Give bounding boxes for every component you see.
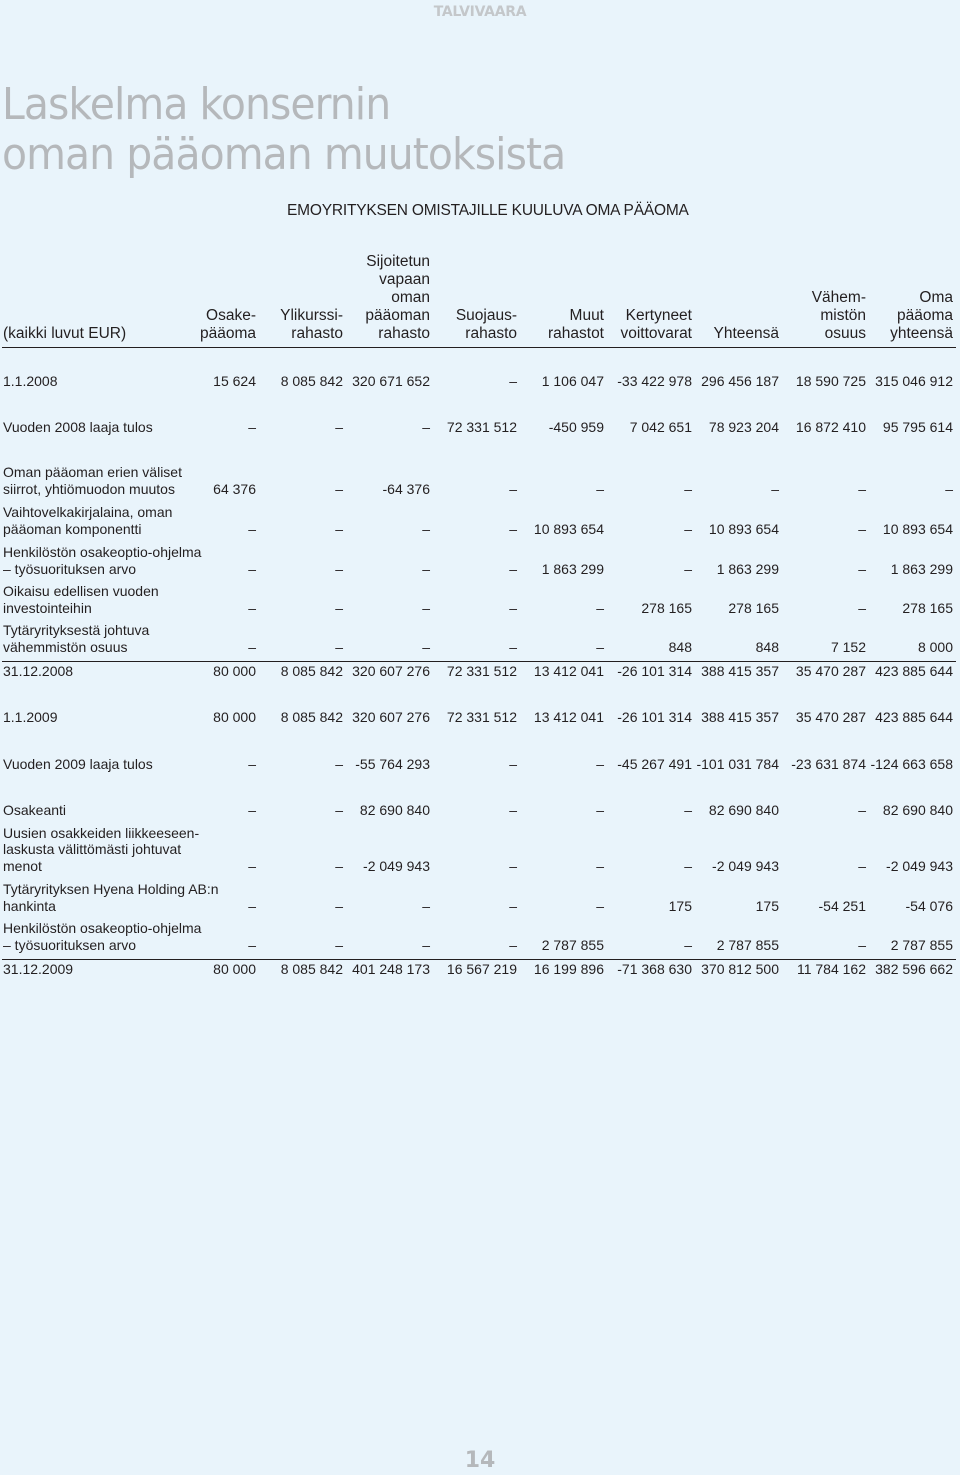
table-cell: -2 049 943 bbox=[363, 857, 430, 874]
table-cell: 848 bbox=[668, 638, 692, 655]
table-cell: – bbox=[248, 638, 256, 655]
table-cell: 2 787 855 bbox=[541, 936, 604, 953]
table-cell: 64 376 bbox=[213, 480, 256, 497]
table-cell: 72 331 512 bbox=[446, 418, 517, 435]
group-header: EMOYRITYKSEN OMISTAJILLE KUULUVA OMA PÄÄOMA bbox=[287, 202, 689, 219]
table-cell: – bbox=[596, 801, 604, 818]
table-cell: 1 863 299 bbox=[890, 560, 953, 577]
table-cell: 13 412 041 bbox=[533, 662, 604, 679]
table-cell: 8 085 842 bbox=[280, 372, 343, 389]
column-header: Kertyneet voittovarat bbox=[620, 307, 692, 342]
table-cell: – bbox=[684, 560, 692, 577]
table-cell: – bbox=[248, 857, 256, 874]
table-cell: – bbox=[248, 936, 256, 953]
table-cell: – bbox=[248, 599, 256, 616]
table-cell: 82 690 840 bbox=[882, 801, 953, 818]
row-label: Henkilöstön osakeoptio-ohjelma – työsuorituksen arvo bbox=[3, 544, 202, 577]
table-cell: – bbox=[422, 936, 430, 953]
table-cell: – bbox=[335, 755, 343, 772]
table-cell: -45 267 491 bbox=[617, 755, 692, 772]
table-cell: 35 470 287 bbox=[795, 662, 866, 679]
table-cell: 278 165 bbox=[902, 599, 953, 616]
table-cell: -71 368 630 bbox=[617, 960, 692, 977]
table-cell: – bbox=[684, 801, 692, 818]
row-label: Henkilöstön osakeoptio-ohjelma – työsuorituksen arvo bbox=[3, 920, 202, 953]
table-cell: – bbox=[509, 372, 517, 389]
table-cell: – bbox=[771, 480, 779, 497]
unit-label: (kaikki luvut EUR) bbox=[3, 325, 127, 342]
table-cell: -55 764 293 bbox=[355, 755, 430, 772]
row-label: 1.1.2009 bbox=[3, 708, 58, 725]
column-header: Suojaus- rahasto bbox=[455, 307, 517, 342]
table-cell: – bbox=[335, 560, 343, 577]
brand-logo: TALVIVAARA bbox=[433, 4, 527, 20]
row-label: Tytäryrityksen Hyena Holding AB:n hankinta bbox=[3, 881, 219, 914]
row-label: Tytäryrityksestä johtuva vähemmistön osuus bbox=[3, 622, 150, 655]
table-cell: – bbox=[858, 936, 866, 953]
table-cell: – bbox=[684, 857, 692, 874]
table-cell: – bbox=[509, 755, 517, 772]
table-cell: – bbox=[248, 520, 256, 537]
table-cell: 320 671 652 bbox=[352, 372, 430, 389]
row-label: Uusien osakkeiden liikkeeseen- laskusta välittömästi johtuvat menot bbox=[3, 824, 200, 874]
table-cell: -2 049 943 bbox=[886, 857, 953, 874]
table-cell: -2 049 943 bbox=[712, 857, 779, 874]
table-cell: 320 607 276 bbox=[352, 708, 430, 725]
table-cell: – bbox=[248, 560, 256, 577]
table-cell: 18 590 725 bbox=[795, 372, 866, 389]
table-cell: 16 872 410 bbox=[795, 418, 866, 435]
table-cell: 15 624 bbox=[213, 372, 256, 389]
table-row bbox=[0, 893, 960, 953]
column-header: Yhteensä bbox=[713, 325, 779, 342]
table-cell: 72 331 512 bbox=[446, 708, 517, 725]
table-cell: – bbox=[858, 480, 866, 497]
table-cell: -26 101 314 bbox=[617, 662, 692, 679]
table-cell: 320 607 276 bbox=[352, 662, 430, 679]
table-cell: 13 412 041 bbox=[533, 708, 604, 725]
table-cell: – bbox=[509, 638, 517, 655]
table-cell: 315 046 912 bbox=[875, 372, 953, 389]
table-cell: 1 106 047 bbox=[541, 372, 604, 389]
table-cell: – bbox=[509, 520, 517, 537]
table-cell: 848 bbox=[755, 638, 779, 655]
table-cell: 382 596 662 bbox=[875, 960, 953, 977]
table-cell: -23 631 874 bbox=[791, 755, 866, 772]
row-label: 31.12.2008 bbox=[3, 662, 74, 679]
table-row bbox=[0, 595, 960, 655]
table-cell: -450 959 bbox=[548, 418, 604, 435]
page-title-line-2: oman pääoman muutoksista bbox=[2, 129, 566, 180]
table-cell: – bbox=[509, 936, 517, 953]
row-label: Vaihtovelkakirjalaina, oman pääoman komponentti bbox=[3, 504, 173, 537]
table-cell: -101 031 784 bbox=[696, 755, 779, 772]
column-header: Vähem- mistön osuus bbox=[811, 289, 866, 342]
table-cell: 388 415 357 bbox=[701, 708, 779, 725]
table-cell: – bbox=[945, 480, 953, 497]
table-cell: – bbox=[335, 520, 343, 537]
table-cell: 72 331 512 bbox=[446, 662, 517, 679]
row-label: Oman pääoman erien väliset siirrot, yhtiömuodon muutos bbox=[3, 464, 182, 497]
table-cell: – bbox=[335, 418, 343, 435]
table-cell: 423 885 644 bbox=[875, 662, 953, 679]
table-cell: – bbox=[684, 936, 692, 953]
table-cell: 95 795 614 bbox=[882, 418, 953, 435]
table-cell: – bbox=[858, 560, 866, 577]
column-header: Oma pääoma yhteensä bbox=[890, 289, 953, 342]
page-title-line-1: Laskelma konsernin bbox=[2, 79, 391, 130]
table-cell: – bbox=[335, 801, 343, 818]
table-cell: – bbox=[422, 599, 430, 616]
row-label: Oikaisu edellisen vuoden investointeihin bbox=[3, 583, 159, 616]
table-cell: – bbox=[596, 480, 604, 497]
table-cell: 401 248 173 bbox=[352, 960, 430, 977]
table-cell: – bbox=[335, 480, 343, 497]
table-cell: – bbox=[858, 520, 866, 537]
row-label: Vuoden 2009 laaja tulos bbox=[3, 755, 153, 772]
table-cell: – bbox=[596, 857, 604, 874]
table-cell: – bbox=[509, 560, 517, 577]
table-cell: 8 085 842 bbox=[280, 708, 343, 725]
table-cell: 370 812 500 bbox=[701, 960, 779, 977]
row-label: Osakeanti bbox=[3, 801, 67, 818]
table-cell: 175 bbox=[755, 897, 779, 914]
table-cell: -64 376 bbox=[382, 480, 430, 497]
table-cell: – bbox=[335, 897, 343, 914]
table-cell: 10 893 654 bbox=[882, 520, 953, 537]
table-cell: – bbox=[248, 801, 256, 818]
table-cell: 2 787 855 bbox=[890, 936, 953, 953]
table-cell: – bbox=[335, 936, 343, 953]
table-cell: – bbox=[248, 418, 256, 435]
table-cell: – bbox=[422, 897, 430, 914]
table-cell: 388 415 357 bbox=[701, 662, 779, 679]
table-cell: – bbox=[596, 897, 604, 914]
table-cell: 78 923 204 bbox=[708, 418, 779, 435]
column-header: Muut rahastot bbox=[547, 307, 604, 342]
table-cell: – bbox=[248, 897, 256, 914]
table-cell: – bbox=[684, 480, 692, 497]
table-cell: -54 251 bbox=[818, 897, 866, 914]
column-header: Sijoitetun vapaan oman pääoman rahasto bbox=[365, 253, 430, 342]
table-cell: 1 863 299 bbox=[716, 560, 779, 577]
table-cell: 80 000 bbox=[213, 662, 256, 679]
table-cell: 278 165 bbox=[641, 599, 692, 616]
table-cell: – bbox=[335, 638, 343, 655]
table-cell: – bbox=[335, 857, 343, 874]
table-cell: 16 199 896 bbox=[533, 960, 604, 977]
table-cell: -124 663 658 bbox=[870, 755, 953, 772]
table-cell: – bbox=[248, 755, 256, 772]
table-row bbox=[0, 372, 960, 435]
table-cell: 80 000 bbox=[213, 960, 256, 977]
table-cell: – bbox=[596, 755, 604, 772]
table-cell: – bbox=[509, 801, 517, 818]
table-cell: – bbox=[596, 638, 604, 655]
table-cell: -33 422 978 bbox=[617, 372, 692, 389]
table-cell: 82 690 840 bbox=[359, 801, 430, 818]
table-cell: 278 165 bbox=[728, 599, 779, 616]
row-label: 1.1.2008 bbox=[3, 372, 58, 389]
table-cell: – bbox=[422, 418, 430, 435]
page-number: 14 bbox=[464, 1448, 496, 1473]
row-label: 31.12.2009 bbox=[3, 960, 74, 977]
table-cell: 7 042 651 bbox=[629, 418, 692, 435]
table-row bbox=[0, 755, 960, 818]
table-cell: – bbox=[422, 638, 430, 655]
column-header: Osake- pääoma bbox=[199, 307, 256, 342]
table-cell: 8 000 bbox=[917, 638, 953, 655]
table-cell: – bbox=[509, 599, 517, 616]
table-cell: – bbox=[858, 599, 866, 616]
table-cell: 16 567 219 bbox=[446, 960, 517, 977]
table-cell: – bbox=[858, 801, 866, 818]
table-cell: 1 863 299 bbox=[541, 560, 604, 577]
table-cell: -54 076 bbox=[905, 897, 953, 914]
table-cell: 80 000 bbox=[213, 708, 256, 725]
table-cell: 8 085 842 bbox=[280, 662, 343, 679]
table-cell: – bbox=[509, 480, 517, 497]
table-cell: – bbox=[509, 897, 517, 914]
page-title bbox=[2, 80, 565, 180]
table-cell: – bbox=[335, 599, 343, 616]
column-header: Ylikurssi- rahasto bbox=[280, 307, 343, 342]
table-cell: 8 085 842 bbox=[280, 960, 343, 977]
table-cell: 82 690 840 bbox=[708, 801, 779, 818]
table-cell: 423 885 644 bbox=[875, 708, 953, 725]
table-row bbox=[2, 959, 956, 977]
table-cell: – bbox=[596, 599, 604, 616]
table-cell: – bbox=[422, 520, 430, 537]
table-cell: 35 470 287 bbox=[795, 708, 866, 725]
table-cell: – bbox=[509, 857, 517, 874]
table-cell: 296 456 187 bbox=[701, 372, 779, 389]
table-cell: – bbox=[858, 857, 866, 874]
table-cell: 10 893 654 bbox=[708, 520, 779, 537]
table-cell: 2 787 855 bbox=[716, 936, 779, 953]
table-cell: 10 893 654 bbox=[533, 520, 604, 537]
table-cell: – bbox=[422, 560, 430, 577]
table-cell: 11 784 162 bbox=[796, 960, 866, 977]
row-label: Vuoden 2008 laaja tulos bbox=[3, 418, 153, 435]
table-cell: 175 bbox=[668, 897, 692, 914]
table-cell: -26 101 314 bbox=[617, 708, 692, 725]
table-cell: 7 152 bbox=[830, 638, 866, 655]
table-cell: – bbox=[684, 520, 692, 537]
